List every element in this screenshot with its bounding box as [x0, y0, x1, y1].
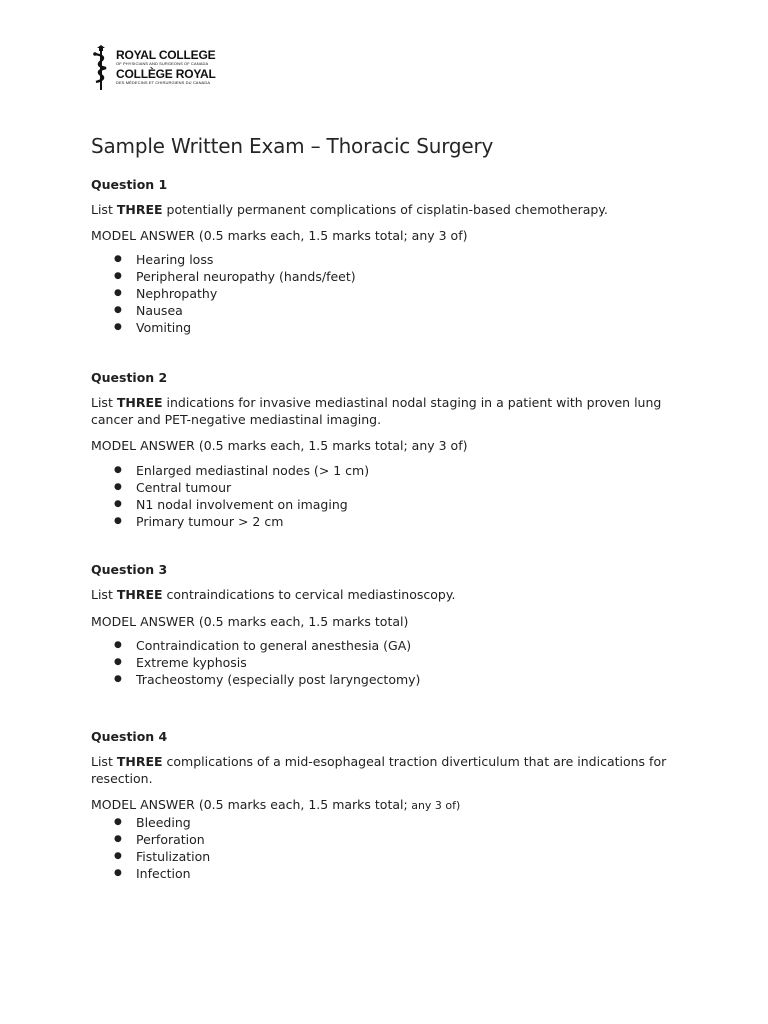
prompt-text: List: [91, 202, 117, 217]
bullet-icon: ●: [114, 482, 122, 492]
answer-text: Extreme kyphosis: [136, 655, 247, 670]
list-item: [91, 496, 681, 513]
bullet-icon: ●: [114, 817, 122, 827]
prompt-emphasis: THREE: [116, 395, 163, 410]
list-item: [91, 319, 681, 336]
bullet-icon: ●: [114, 834, 122, 844]
prompt-text: indications for invasive mediastinal nodal staging in a patient with proven lung cancer and PET-negative mediastinal imaging.: [91, 395, 662, 427]
prompt-text: complications of a mid-esophageal traction diverticulum that are indications for resection.: [91, 754, 667, 786]
answer-text: Tracheostomy (especially post laryngectomy): [136, 672, 421, 687]
prompt-emphasis: THREE: [116, 754, 163, 769]
answer-text: N1 nodal involvement on imaging: [136, 497, 348, 512]
rod-of-asclepius-icon: [91, 44, 111, 92]
list-item: [91, 831, 681, 848]
answer-text: Central tumour: [136, 480, 232, 495]
model-answer-text-small: any 3 of): [407, 799, 461, 812]
answer-text: Nausea: [136, 303, 183, 318]
list-item: [91, 285, 681, 302]
prompt-emphasis: THREE: [116, 587, 163, 602]
logo-subline-english: OF PHYSICIANS AND SURGEONS OF CANADA: [116, 61, 209, 66]
answer-text: Contraindication to general anesthesia (GA): [136, 638, 412, 653]
answer-text: Enlarged mediastinal nodes (> 1 cm): [136, 463, 370, 478]
answer-list: [91, 637, 681, 688]
model-answer-label: [91, 796, 681, 814]
list-item: [91, 268, 681, 285]
bullet-icon: ●: [114, 254, 122, 264]
list-item: [91, 637, 681, 654]
page-title: Sample Written Exam – Thoracic Surgery: [91, 134, 494, 158]
prompt-text: List: [91, 587, 117, 602]
bullet-icon: ●: [114, 657, 122, 667]
questions-container: [91, 176, 681, 882]
question-prompt: [91, 201, 681, 218]
answer-text: Vomiting: [136, 320, 192, 335]
answer-text: Infection: [136, 866, 191, 881]
bullet-icon: ●: [114, 851, 122, 861]
answer-text: Bleeding: [136, 815, 191, 830]
prompt-text: List: [91, 754, 117, 769]
list-item: [91, 671, 681, 688]
question-2: [91, 369, 681, 530]
answer-text: Primary tumour > 2 cm: [136, 514, 284, 529]
list-item: [91, 865, 681, 882]
model-answer-text: MODEL ANSWER (0.5 marks each, 1.5 marks total;: [91, 797, 408, 812]
model-answer-label: MODEL ANSWER (0.5 marks each, 1.5 marks total; any 3 of): [91, 228, 468, 243]
bullet-icon: ●: [114, 499, 122, 509]
model-answer-label: MODEL ANSWER (0.5 marks each, 1.5 marks total; any 3 of): [91, 438, 468, 453]
prompt-text: List: [91, 395, 117, 410]
prompt-emphasis: THREE: [116, 202, 163, 217]
model-answer-label: MODEL ANSWER (0.5 marks each, 1.5 marks total): [91, 614, 409, 629]
list-item: [91, 654, 681, 671]
logo-line-royal-college: ROYAL COLLEGE: [116, 48, 216, 62]
logo-subline-french: DES MÉDECINS ET CHIRURGIENS DU CANADA: [116, 80, 211, 85]
bullet-icon: ●: [114, 305, 122, 315]
list-item: [91, 251, 681, 268]
bullet-icon: ●: [114, 868, 122, 878]
question-prompt: [91, 753, 681, 787]
bullet-icon: ●: [114, 322, 122, 332]
prompt-text: contraindications to cervical mediastinoscopy.: [162, 587, 456, 602]
question-1: [91, 176, 681, 336]
list-item: [91, 479, 681, 496]
answer-text: Peripheral neuropathy (hands/feet): [136, 269, 356, 284]
answer-list: [91, 462, 681, 530]
answer-text: Hearing loss: [136, 252, 214, 267]
question-heading: Question 2: [91, 370, 168, 385]
logo-text: [116, 49, 216, 87]
answer-text: Nephropathy: [136, 286, 218, 301]
bullet-icon: ●: [114, 640, 122, 650]
list-item: [91, 848, 681, 865]
bullet-icon: ●: [114, 465, 122, 475]
answer-text: Fistulization: [136, 849, 211, 864]
question-heading: Question 4: [91, 729, 168, 744]
list-item: [91, 302, 681, 319]
bullet-icon: ●: [114, 288, 122, 298]
question-prompt: [91, 586, 681, 603]
bullet-icon: ●: [114, 516, 122, 526]
question-heading: Question 1: [91, 177, 168, 192]
question-4: [91, 728, 681, 882]
question-3: [91, 561, 681, 688]
answer-text: Perforation: [136, 832, 205, 847]
list-item: [91, 513, 681, 530]
list-item: [91, 814, 681, 831]
logo-line-college-royal: COLLÈGE ROYAL: [116, 67, 216, 81]
list-item: [91, 462, 681, 479]
royal-college-logo: [91, 44, 216, 92]
question-prompt: [91, 394, 681, 428]
bullet-icon: ●: [114, 674, 122, 684]
bullet-icon: ●: [114, 271, 122, 281]
answer-list: [91, 814, 681, 882]
prompt-text: potentially permanent complications of cisplatin-based chemotherapy.: [162, 202, 608, 217]
answer-list: [91, 251, 681, 336]
question-heading: Question 3: [91, 562, 168, 577]
